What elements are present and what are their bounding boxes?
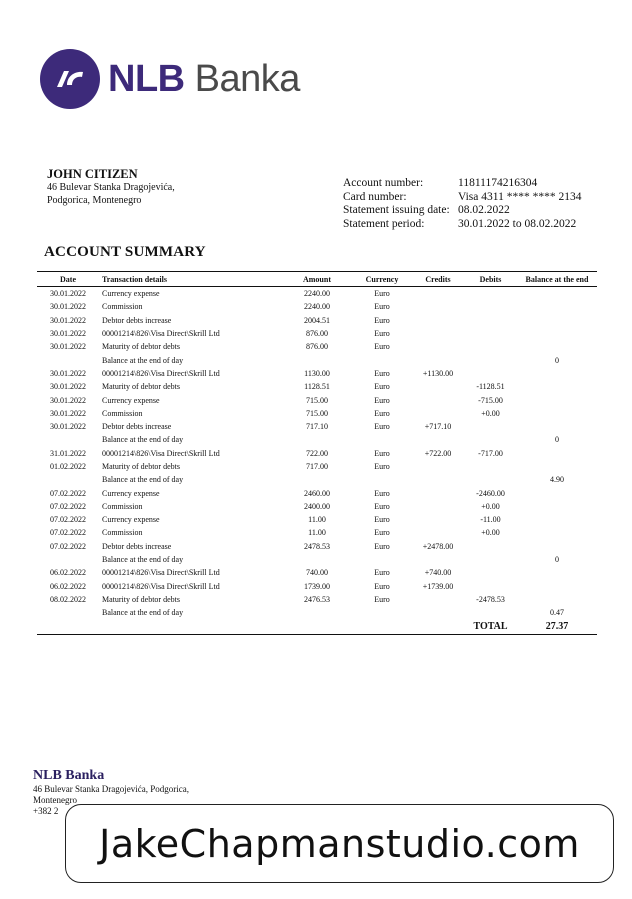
cell-currency: Euro <box>374 289 390 299</box>
cell-currency <box>352 353 412 366</box>
cell-currency <box>352 553 412 566</box>
cell-details: Maturity of debtor debts <box>102 462 180 471</box>
cell-amount: 1128.51 <box>304 382 330 392</box>
cell-currency: Euro <box>374 581 390 591</box>
cell-details: Commission <box>102 408 143 418</box>
cell-credits <box>412 486 464 499</box>
account-info-row <box>343 218 581 232</box>
cell-balance <box>517 300 597 313</box>
cell-balance <box>517 540 597 553</box>
cell-amount: 2476.53 <box>304 594 330 604</box>
table-row <box>37 314 597 327</box>
cell-balance <box>517 393 597 406</box>
cell-balance <box>517 314 597 327</box>
cell-currency: Euro <box>374 568 390 578</box>
cell-debits: -1128.51 <box>476 382 505 392</box>
cell-amount: 2478.53 <box>304 541 330 551</box>
cell-details: Maturity of debtor debts <box>102 594 180 604</box>
cell-date <box>37 606 99 619</box>
cell-details: Commission <box>102 528 143 538</box>
cell-amount: 715.00 <box>306 395 328 405</box>
cell-amount: 722.00 <box>306 448 328 458</box>
cell-amount: 2400.00 <box>304 501 330 511</box>
logo-text-bold: NLB <box>108 57 185 100</box>
cell-debits <box>464 314 517 327</box>
table-row <box>37 393 597 406</box>
cell-details: Debtor debts increase <box>102 315 172 325</box>
cell-debits: +0.00 <box>481 501 500 511</box>
cell-balance: 0 <box>555 355 559 365</box>
table-row <box>37 486 597 499</box>
table-row <box>37 287 597 301</box>
cell-amount: 717.00 <box>306 462 328 471</box>
cell-currency: Euro <box>374 515 390 525</box>
footer-bank-name: NLB Banka <box>33 768 105 783</box>
cell-credits <box>412 553 464 566</box>
table-row <box>37 593 597 606</box>
cell-credits <box>412 460 464 473</box>
cell-date: 30.01.2022 <box>50 368 86 378</box>
cell-credits <box>412 606 464 619</box>
column-header-balance: Balance at the end <box>517 272 597 287</box>
table-row <box>37 500 597 513</box>
table-row <box>37 526 597 539</box>
cell-debits <box>464 300 517 313</box>
cell-amount: 2240.00 <box>304 289 330 299</box>
cell-currency <box>352 473 412 486</box>
cell-date: 30.01.2022 <box>50 302 86 312</box>
cell-balance <box>517 580 597 593</box>
cell-debits <box>464 606 517 619</box>
cell-amount <box>282 353 352 366</box>
cell-credits: +740.00 <box>424 568 452 578</box>
account-info-label: Statement issuing date: <box>343 204 450 216</box>
cell-amount: 717.10 <box>306 422 328 432</box>
cell-details: Maturity of debtor debts <box>102 382 180 392</box>
total-value: 27.37 <box>517 619 597 635</box>
table-row <box>37 553 597 566</box>
transactions-table <box>37 271 597 635</box>
footer-address-line1: 46 Bulevar Stanka Dragojevića, Podgorica, <box>33 784 189 794</box>
logo-text <box>108 58 300 101</box>
watermark-banner: JakeChapmanstudio.com <box>65 804 614 883</box>
cell-details: Currency expense <box>102 395 160 405</box>
cell-currency: Euro <box>374 501 390 511</box>
cell-balance <box>517 340 597 353</box>
cell-credits: +722.00 <box>424 448 452 458</box>
cell-balance: 0 <box>555 555 559 565</box>
cell-date: 30.01.2022 <box>50 395 86 405</box>
cell-details: Debtor debts increase <box>102 541 172 551</box>
cell-balance <box>517 380 597 393</box>
cell-currency <box>352 606 412 619</box>
cell-balance <box>517 486 597 499</box>
cell-credits <box>412 593 464 606</box>
cell-currency: Euro <box>374 448 390 458</box>
cell-amount: 2004.51 <box>304 315 330 325</box>
cell-date <box>37 553 99 566</box>
account-info-label: Card number: <box>343 190 407 203</box>
cell-credits <box>412 407 464 420</box>
cell-debits <box>464 580 517 593</box>
cell-currency: Euro <box>374 422 390 432</box>
account-info-value: 11811174216304 <box>458 177 538 189</box>
table-row <box>37 407 597 420</box>
cell-amount: 715.00 <box>306 408 328 418</box>
cell-debits <box>464 553 517 566</box>
cell-debits <box>464 340 517 353</box>
footer-address-line2: Montenegro <box>33 795 77 805</box>
cell-currency: Euro <box>374 488 390 498</box>
column-header-date: Date <box>37 272 99 287</box>
table-header-row <box>37 272 597 287</box>
cell-debits <box>464 566 517 579</box>
cell-debits: +0.00 <box>481 408 500 418</box>
cell-currency: Euro <box>374 329 390 339</box>
account-info-label: Statement period: <box>343 217 425 230</box>
cell-credits <box>412 353 464 366</box>
table-row <box>37 367 597 380</box>
table-row <box>37 433 597 446</box>
cell-credits: +2478.00 <box>422 541 454 551</box>
cell-credits <box>412 340 464 353</box>
cell-details: Maturity of debtor debts <box>102 342 180 352</box>
cell-balance <box>517 420 597 433</box>
table-row <box>37 447 597 460</box>
cell-amount: 11.00 <box>308 515 326 525</box>
cell-date <box>37 473 99 486</box>
cell-currency: Euro <box>374 594 390 604</box>
cell-balance: 4.90 <box>550 475 564 485</box>
cell-date: 06.02.2022 <box>50 581 86 591</box>
cell-details: Balance at the end of day <box>102 355 184 365</box>
account-info <box>343 177 581 231</box>
cell-debits <box>464 540 517 553</box>
cell-amount: 11.00 <box>308 528 326 538</box>
cell-date: 30.01.2022 <box>50 422 86 432</box>
cell-credits <box>412 513 464 526</box>
column-header-details: Transaction details <box>99 272 282 287</box>
cell-date: 07.02.2022 <box>50 488 86 498</box>
cell-details: 00001214\826\Visa Direct\Skrill Ltd <box>102 368 220 378</box>
cell-balance <box>517 460 597 473</box>
cell-currency: Euro <box>374 302 390 312</box>
cell-debits: -2460.00 <box>476 488 505 498</box>
account-info-value: 08.02.2022 <box>458 204 510 216</box>
account-info-row <box>343 177 581 191</box>
cell-credits <box>412 314 464 327</box>
cell-currency: Euro <box>374 395 390 405</box>
cell-details: Currency expense <box>102 488 160 498</box>
column-header-currency: Currency <box>352 272 412 287</box>
cell-credits: +1130.00 <box>422 368 454 378</box>
cell-credits <box>412 300 464 313</box>
cell-balance <box>517 407 597 420</box>
cell-debits <box>464 460 517 473</box>
cell-balance <box>517 287 597 301</box>
account-info-value: Visa 4311 **** **** 2134 <box>458 190 582 203</box>
cell-currency: Euro <box>374 342 390 352</box>
cell-debits <box>464 473 517 486</box>
table-row <box>37 380 597 393</box>
table-row <box>37 606 597 619</box>
cell-date: 08.02.2022 <box>50 594 86 604</box>
column-header-debits: Debits <box>464 272 517 287</box>
table-row <box>37 513 597 526</box>
cell-balance <box>517 367 597 380</box>
cell-debits <box>464 367 517 380</box>
cell-details: 00001214\826\Visa Direct\Skrill Ltd <box>102 448 220 458</box>
cell-debits <box>464 433 517 446</box>
cell-balance <box>517 526 597 539</box>
account-info-row <box>343 204 581 218</box>
cell-date: 07.02.2022 <box>50 541 86 551</box>
cell-balance: 0 <box>555 435 559 445</box>
cell-amount <box>282 433 352 446</box>
customer-name: JOHN CITIZEN <box>47 167 138 181</box>
cell-details: Balance at the end of day <box>102 435 184 445</box>
column-header-amount: Amount <box>282 272 352 287</box>
cell-currency: Euro <box>374 382 390 392</box>
cell-currency: Euro <box>374 541 390 551</box>
cell-balance <box>517 566 597 579</box>
table-row <box>37 540 597 553</box>
cell-balance <box>517 327 597 340</box>
table-row <box>37 300 597 313</box>
cell-currency: Euro <box>374 462 390 471</box>
cell-date: 07.02.2022 <box>50 501 86 511</box>
customer-block <box>47 167 175 207</box>
cell-date <box>37 353 99 366</box>
cell-debits: -715.00 <box>478 395 503 405</box>
cell-balance <box>517 513 597 526</box>
cell-date: 06.02.2022 <box>50 568 86 578</box>
account-info-row <box>343 191 581 205</box>
cell-date: 30.01.2022 <box>50 382 86 392</box>
cell-credits <box>412 433 464 446</box>
table-row <box>37 580 597 593</box>
cell-credits <box>412 287 464 301</box>
cell-amount: 740.00 <box>306 568 328 578</box>
footer-phone: +382 2 <box>33 806 59 816</box>
cell-amount <box>282 553 352 566</box>
cell-debits: -717.00 <box>478 448 503 458</box>
customer-address-line2: Podgorica, Montenegro <box>47 195 142 206</box>
cell-amount <box>282 606 352 619</box>
cell-credits <box>412 526 464 539</box>
table-row <box>37 566 597 579</box>
cell-date: 30.01.2022 <box>50 342 86 352</box>
cell-amount: 1130.00 <box>304 368 330 378</box>
cell-amount: 2240.00 <box>304 302 330 312</box>
cell-currency: Euro <box>374 368 390 378</box>
cell-amount: 1739.00 <box>304 581 330 591</box>
table-row <box>37 473 597 486</box>
cell-date: 30.01.2022 <box>50 329 86 339</box>
cell-details: Currency expense <box>102 515 160 525</box>
cell-details: 00001214\826\Visa Direct\Skrill Ltd <box>102 581 220 591</box>
cell-date: 30.01.2022 <box>50 315 86 325</box>
cell-date: 30.01.2022 <box>50 289 86 299</box>
cell-details: 00001214\826\Visa Direct\Skrill Ltd <box>102 329 220 339</box>
cell-date: 30.01.2022 <box>50 408 86 418</box>
cell-date: 07.02.2022 <box>50 528 86 538</box>
table-row <box>37 420 597 433</box>
cell-debits <box>464 420 517 433</box>
cell-balance <box>517 500 597 513</box>
table-row <box>37 460 597 473</box>
cell-credits <box>412 393 464 406</box>
account-info-value: 30.01.2022 to 08.02.2022 <box>458 217 577 230</box>
cell-details: Balance at the end of day <box>102 608 184 618</box>
account-info-label: Account number: <box>343 177 424 189</box>
cell-details: Balance at the end of day <box>102 475 184 485</box>
cell-currency <box>352 433 412 446</box>
cell-currency: Euro <box>374 408 390 418</box>
cell-details: 00001214\826\Visa Direct\Skrill Ltd <box>102 568 220 578</box>
section-title: ACCOUNT SUMMARY <box>44 244 206 260</box>
cell-date: 01.02.2022 <box>50 462 86 471</box>
logo-mark-icon <box>40 49 100 109</box>
cell-details: Currency expense <box>102 289 160 299</box>
column-header-credits: Credits <box>412 272 464 287</box>
cell-amount: 876.00 <box>306 342 328 352</box>
cell-debits: -2478.53 <box>476 594 505 604</box>
cell-balance: 0.47 <box>550 608 564 618</box>
cell-debits: -11.00 <box>480 515 501 525</box>
cell-credits <box>412 500 464 513</box>
total-label: TOTAL <box>464 619 517 635</box>
bank-logo <box>40 49 300 109</box>
cell-debits <box>464 353 517 366</box>
cell-details: Balance at the end of day <box>102 555 184 565</box>
cell-debits <box>464 287 517 301</box>
cell-credits <box>412 327 464 340</box>
cell-amount: 2460.00 <box>304 488 330 498</box>
cell-date: 07.02.2022 <box>50 515 86 525</box>
table-row <box>37 327 597 340</box>
cell-credits: +1739.00 <box>422 581 454 591</box>
total-row <box>37 619 597 635</box>
cell-balance <box>517 447 597 460</box>
cell-currency: Euro <box>374 528 390 538</box>
logo-text-rest: Banka <box>184 57 300 100</box>
customer-address-line1: 46 Bulevar Stanka Dragojevića, <box>47 182 175 193</box>
cell-debits: +0.00 <box>481 528 500 538</box>
cell-date <box>37 433 99 446</box>
table-row <box>37 353 597 366</box>
cell-balance <box>517 593 597 606</box>
cell-amount <box>282 473 352 486</box>
cell-date: 31.01.2022 <box>50 448 86 458</box>
cell-currency: Euro <box>374 315 390 325</box>
cell-debits <box>464 327 517 340</box>
cell-credits <box>412 380 464 393</box>
cell-credits <box>412 473 464 486</box>
cell-details: Commission <box>102 501 143 511</box>
cell-amount: 876.00 <box>306 329 328 339</box>
cell-details: Debtor debts increase <box>102 422 172 432</box>
cell-credits: +717.10 <box>424 422 452 432</box>
cell-details: Commission <box>102 302 143 312</box>
table-row <box>37 340 597 353</box>
